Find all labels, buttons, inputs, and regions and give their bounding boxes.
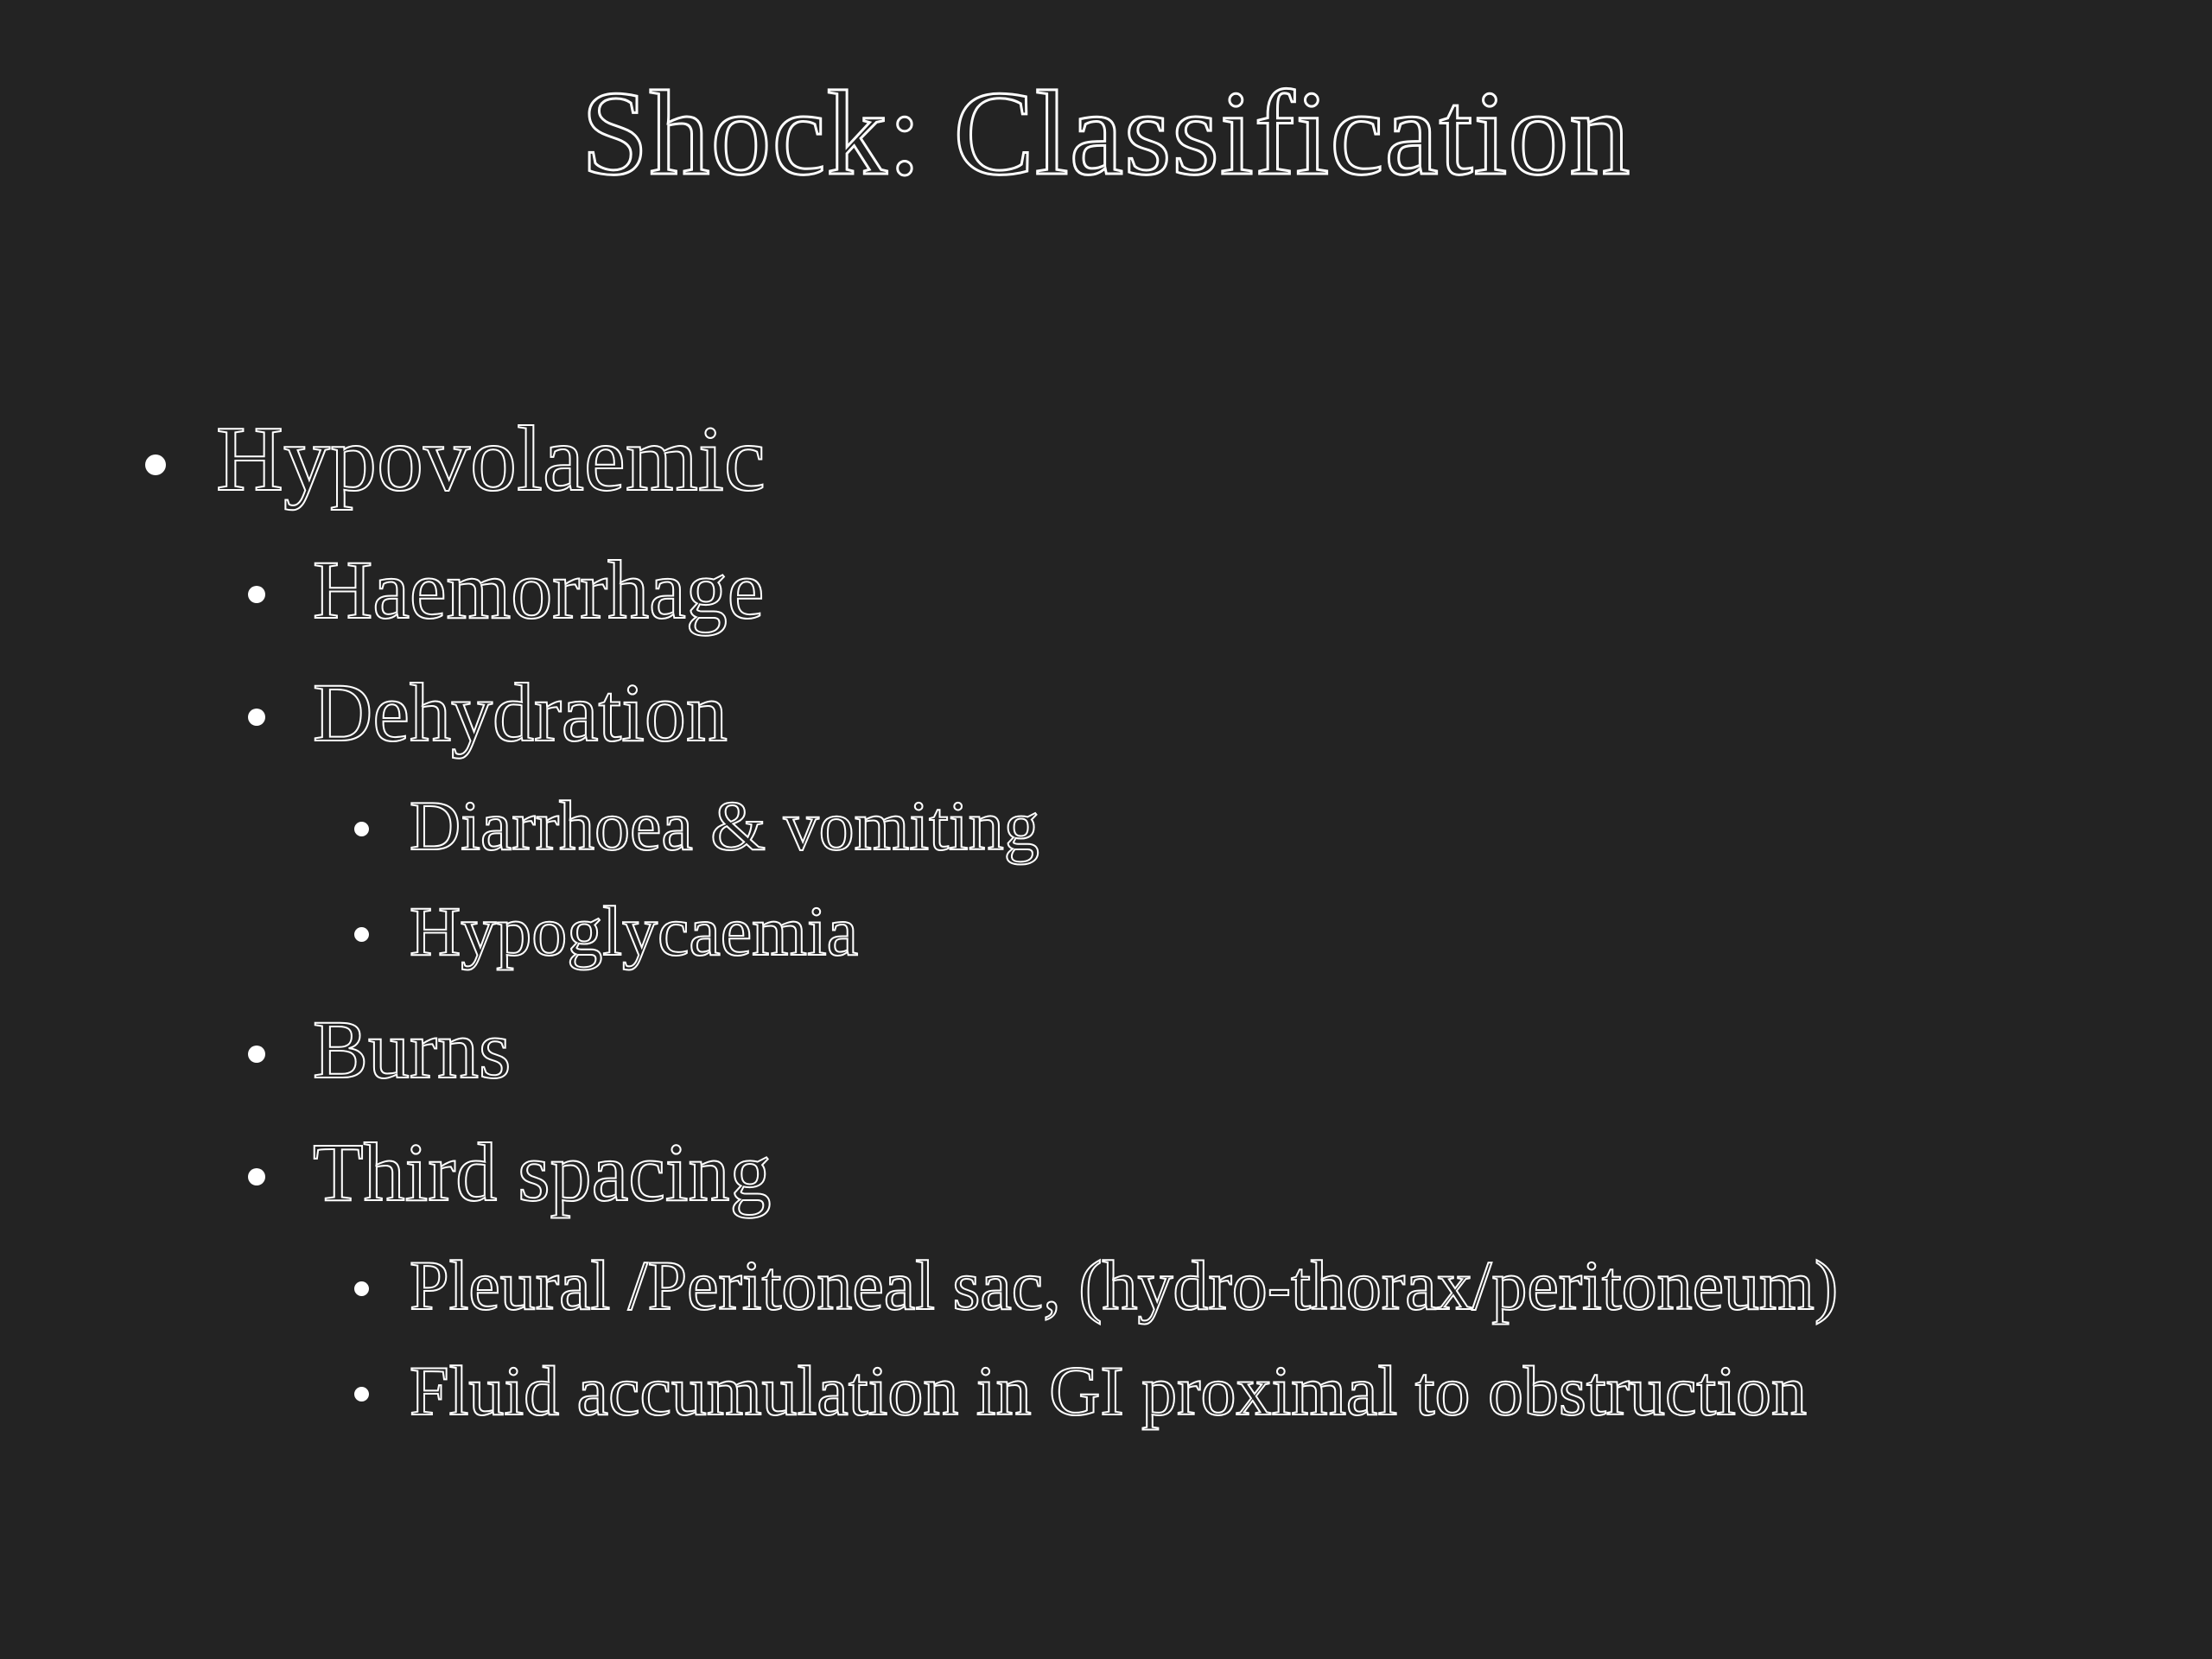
bullet-dot-icon	[354, 1281, 369, 1296]
bullet-item-fluid-accumulation	[410, 1350, 1807, 1433]
bullet-dot-icon	[354, 1387, 369, 1402]
bullet-dot-icon	[354, 822, 369, 836]
bullet-item-diarrhoea-vomiting	[410, 785, 1039, 868]
bullet-dot-icon	[354, 927, 369, 942]
bullet-dot-icon	[248, 1168, 265, 1185]
bullet-dot-icon	[248, 1046, 265, 1063]
bullet-item-dehydration	[313, 665, 728, 760]
bullet-text: Fluid accumulation in GI proximal to obstruction	[410, 1351, 1807, 1430]
bullet-item-burns	[313, 1002, 511, 1097]
bullet-text: Pleural /Peritoneal sac, (hydro-thorax/peritoneum)	[410, 1246, 1839, 1325]
bullet-item-third-spacing	[313, 1125, 772, 1220]
bullet-text: Third spacing	[313, 1126, 772, 1218]
bullet-dot-icon	[145, 454, 166, 475]
bullet-item-hypoglycaemia	[410, 890, 858, 973]
bullet-dot-icon	[248, 586, 265, 603]
bullet-text: Burns	[313, 1003, 512, 1096]
bullet-item-haemorrhage	[313, 543, 764, 638]
bullet-item-hypovolaemic	[216, 408, 766, 512]
bullet-text: Diarrhoea & vomiting	[410, 786, 1039, 865]
bullet-text: Haemorrhage	[313, 543, 765, 636]
bullet-item-pleural-peritoneal	[410, 1244, 1838, 1327]
bullet-text: Hypovolaemic	[216, 408, 766, 511]
bullet-dot-icon	[248, 709, 265, 726]
bullet-text: Dehydration	[313, 666, 728, 759]
slide-title: Shock: Classification	[581, 67, 1631, 200]
bullet-text: Hypoglycaemia	[410, 892, 859, 970]
